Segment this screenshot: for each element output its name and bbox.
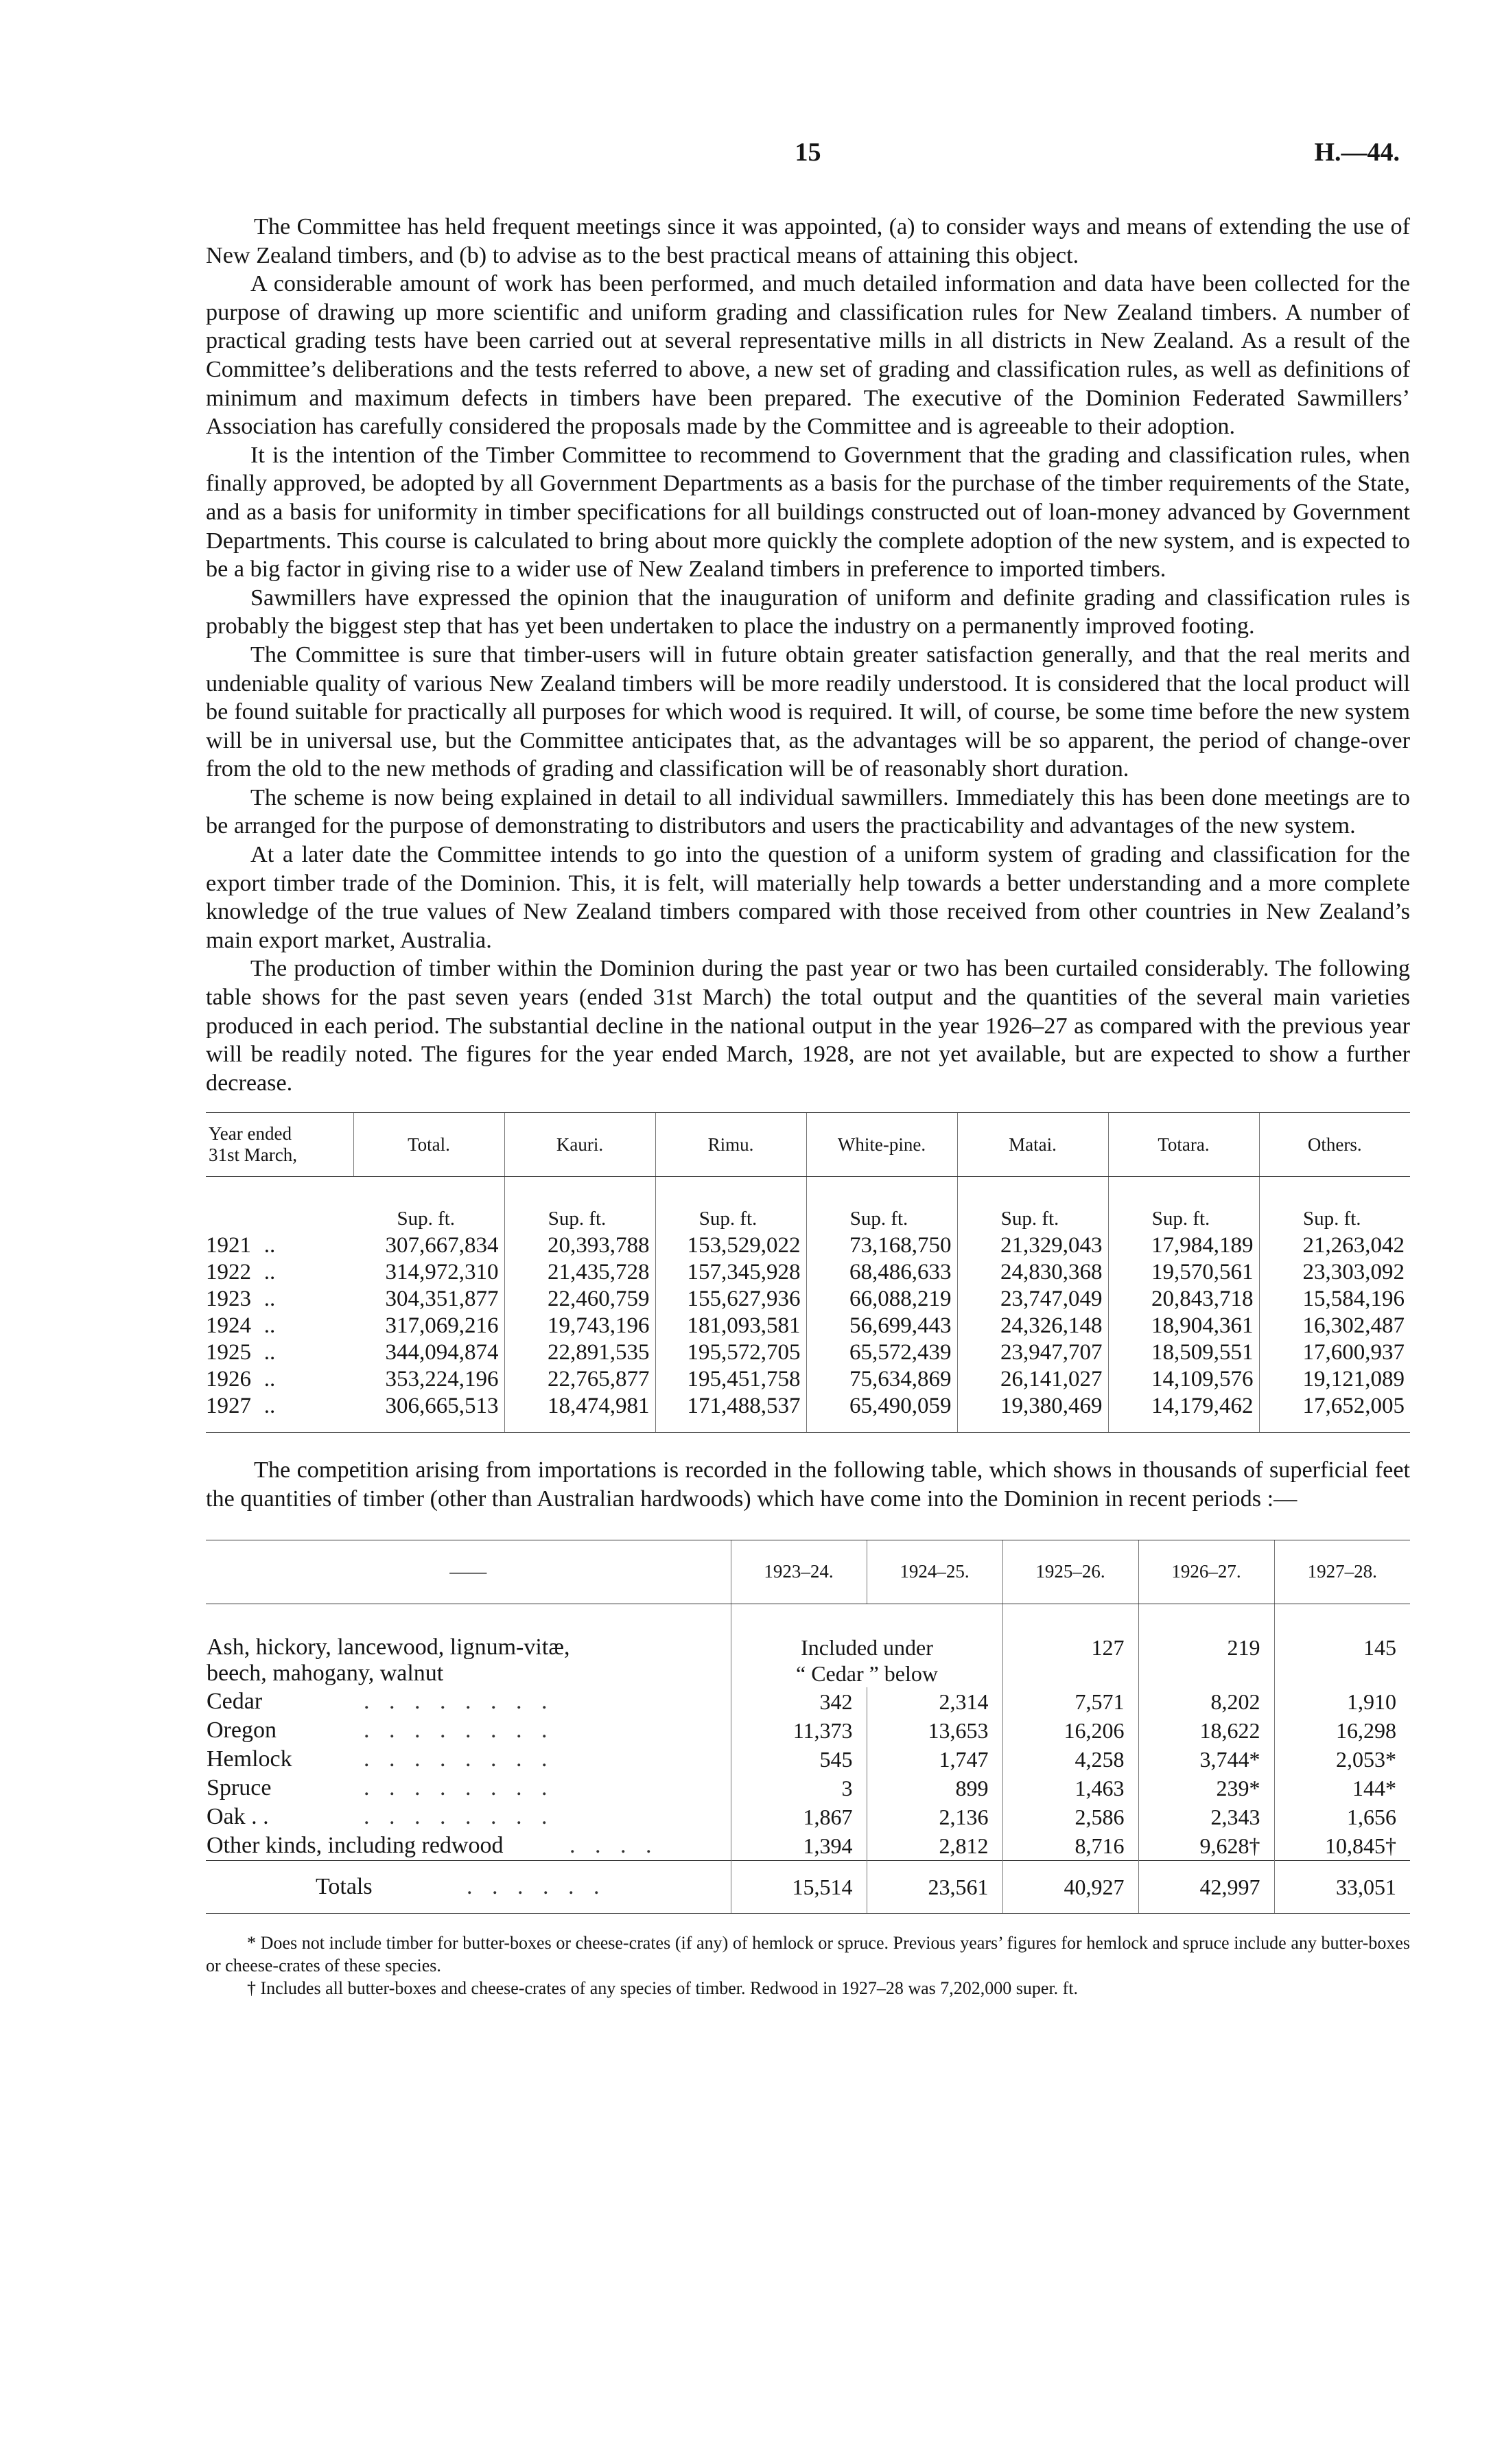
- value-cell: 306,665,513: [353, 1393, 504, 1433]
- totals-label: [206, 1860, 731, 1913]
- leader-dots: ..: [263, 1367, 276, 1392]
- value-cell: 2,586: [1002, 1803, 1138, 1831]
- table-row: [206, 1687, 1410, 1716]
- import-intro: [206, 1456, 1410, 1513]
- unit-label: Sup. ft.: [655, 1177, 806, 1233]
- table-row: [206, 1259, 1410, 1286]
- label-line: Ash, hickory, lancewood, lignum-vitæ,: [207, 1634, 570, 1660]
- unit-label: Sup. ft.: [1108, 1177, 1259, 1233]
- paragraph: The Committee has held frequent meetings since it was appointed, (a) to consider ways and means of extending the use of New Zealand timbers, and (b) to advise as to the best practical means of attaining this object.: [206, 214, 1410, 268]
- value-cell: 219: [1138, 1604, 1274, 1687]
- leader-dots: . . . . . . . .: [364, 1774, 554, 1800]
- timber-imports-table: [206, 1540, 1410, 1914]
- value-cell: 145: [1274, 1604, 1410, 1687]
- value-cell: 7,571: [1002, 1687, 1138, 1716]
- value-cell: 20,393,788: [504, 1232, 655, 1259]
- body-text: [206, 213, 1410, 1097]
- value-cell: 16,298: [1274, 1716, 1410, 1745]
- label-line: beech, mahogany, walnut: [207, 1660, 444, 1686]
- table-header-row: [206, 1113, 1410, 1177]
- value-cell: 1,910: [1274, 1687, 1410, 1716]
- value-cell: 304,351,877: [385, 1287, 499, 1312]
- value-cell: 181,093,581: [655, 1313, 806, 1339]
- unit-label: Sup. ft.: [397, 1208, 456, 1230]
- value-cell: 10,845†: [1274, 1831, 1410, 1861]
- column-header: White-pine.: [806, 1113, 957, 1177]
- document-code: H.—44.: [1314, 138, 1400, 167]
- value-cell: 2,343: [1138, 1803, 1274, 1831]
- leader-dots: . . . . . . . .: [364, 1688, 554, 1714]
- leader-dots: . . . . . .: [467, 1873, 607, 1899]
- note-line: Included under: [801, 1634, 933, 1660]
- value-cell: 21,263,042: [1259, 1232, 1410, 1259]
- footnote: † Includes all butter-boxes and cheese-crates of any species of timber. Redwood in 1927–28 was 7,202,000 super. ft.: [247, 1978, 1079, 1998]
- value-cell: 19,121,089: [1259, 1366, 1410, 1393]
- timber-production-table: [206, 1112, 1410, 1433]
- value-cell: 2,136: [867, 1803, 1002, 1831]
- table-header-row: [206, 1540, 1410, 1604]
- value-cell: 153,529,022: [655, 1232, 806, 1259]
- page-number: 15: [795, 138, 821, 167]
- value-cell: 68,486,633: [806, 1259, 957, 1286]
- column-header: Matai.: [957, 1113, 1108, 1177]
- total-cell: 15,514: [731, 1860, 867, 1913]
- page: [206, 137, 1410, 1999]
- year: 1926: [206, 1367, 251, 1392]
- value-cell: 22,460,759: [504, 1286, 655, 1313]
- table-row: [206, 1774, 1410, 1803]
- column-header: Kauri.: [504, 1113, 655, 1177]
- value-cell: 899: [867, 1774, 1002, 1803]
- value-cell: 2,314: [867, 1687, 1002, 1716]
- value-cell: 65,490,059: [806, 1393, 957, 1433]
- value-cell: 144*: [1274, 1774, 1410, 1803]
- leader-dots: . . . . . . . .: [364, 1717, 554, 1743]
- units-row: [206, 1177, 1410, 1233]
- value-cell: 344,094,874: [385, 1340, 499, 1365]
- table-row: [206, 1232, 1410, 1259]
- paragraph: The competition arising from importations is recorded in the following table, which shows in thousands of superficial feet the quantities of timber (other than Australian hardwoods) which have come into the Dominion in recent periods :—: [206, 1457, 1410, 1512]
- unit-label: Sup. ft.: [806, 1177, 957, 1233]
- leader-dots: ..: [263, 1233, 276, 1258]
- year: 1924: [206, 1313, 251, 1339]
- row-label: [206, 1774, 731, 1803]
- value-cell: 73,168,750: [806, 1232, 957, 1259]
- year: 1922: [206, 1260, 251, 1285]
- table-row: [206, 1803, 1410, 1831]
- paragraph: Sawmillers have expressed the opinion that the inauguration of uniform and definite grading and classification rules is probably the biggest step that has yet been undertaken to place the industry on a permanently improved footing.: [206, 585, 1410, 640]
- column-header: 1923–24.: [731, 1540, 867, 1604]
- note-line: “ Cedar ” below: [795, 1661, 938, 1686]
- value-cell: 75,634,869: [806, 1366, 957, 1393]
- column-header: 1927–28.: [1274, 1540, 1410, 1604]
- unit-label: Sup. ft.: [1259, 1177, 1410, 1233]
- value-cell: 314,972,310: [385, 1260, 499, 1285]
- year-header-line: 31st March,: [209, 1145, 297, 1166]
- value-cell: 26,141,027: [957, 1366, 1108, 1393]
- value-cell: 8,202: [1138, 1687, 1274, 1716]
- value-cell: 195,451,758: [655, 1366, 806, 1393]
- value-cell: 65,572,439: [806, 1339, 957, 1366]
- value-cell: 19,570,561: [1108, 1259, 1259, 1286]
- table-row: [206, 1366, 1410, 1393]
- value-cell: 23,303,092: [1259, 1259, 1410, 1286]
- value-cell: 307,667,834: [385, 1233, 499, 1258]
- value-cell: 317,069,216: [385, 1313, 499, 1339]
- value-cell: 14,109,576: [1108, 1366, 1259, 1393]
- leader-dots: ..: [263, 1260, 276, 1285]
- value-cell: 21,435,728: [504, 1259, 655, 1286]
- value-cell: 4,258: [1002, 1745, 1138, 1774]
- corner-dash: ——: [206, 1540, 731, 1604]
- value-cell: 15,584,196: [1259, 1286, 1410, 1313]
- leader-dots: ..: [263, 1340, 276, 1365]
- value-cell: 16,206: [1002, 1716, 1138, 1745]
- row-label: [206, 1831, 731, 1861]
- value-cell: 1,747: [867, 1745, 1002, 1774]
- value-cell: 239*: [1138, 1774, 1274, 1803]
- table-row: [206, 1745, 1410, 1774]
- value-cell: 18,622: [1138, 1716, 1274, 1745]
- leader-dots: ..: [263, 1394, 276, 1419]
- label-text: Spruce: [207, 1774, 272, 1800]
- year: 1921: [206, 1233, 251, 1258]
- label-text: Oregon: [207, 1717, 277, 1743]
- value-cell: 18,509,551: [1108, 1339, 1259, 1366]
- value-cell: 22,765,877: [504, 1366, 655, 1393]
- paragraph: The Committee is sure that timber-users will in future obtain greater satisfaction generally, and that the real merits and undeniable quality of various New Zealand timbers will be more readily understood. It is considered that the local product will be found suitable for practically all purposes for which wood is required. It will, of course, be some time before the new system will be in universal use, but the Committee anticipates that, as the advantages will be so apparent, the period of change-over from the old to the new methods of grading and classification will be of reasonably short duration.: [206, 642, 1410, 782]
- table-row: [206, 1604, 1410, 1687]
- row-label: [206, 1745, 731, 1774]
- row-label: [206, 1687, 731, 1716]
- value-cell: 17,984,189: [1108, 1232, 1259, 1259]
- value-cell: 20,843,718: [1108, 1286, 1259, 1313]
- leader-dots: . . . . . . . .: [364, 1803, 554, 1829]
- value-cell: 1,394: [731, 1831, 867, 1861]
- label-text: Hemlock: [207, 1746, 292, 1772]
- total-cell: 33,051: [1274, 1860, 1410, 1913]
- table-row: [206, 1313, 1410, 1339]
- total-cell: 40,927: [1002, 1860, 1138, 1913]
- total-cell: 42,997: [1138, 1860, 1274, 1913]
- included-note: [731, 1604, 1002, 1687]
- year-cell: [206, 1339, 353, 1366]
- value-cell: 18,474,981: [504, 1393, 655, 1433]
- leader-dots: . . . .: [570, 1832, 659, 1858]
- table-row: [206, 1393, 1410, 1433]
- year: 1925: [206, 1340, 251, 1365]
- value-cell: 353,224,196: [385, 1367, 499, 1392]
- column-header: Others.: [1259, 1113, 1410, 1177]
- value-cell: 157,345,928: [655, 1259, 806, 1286]
- value-cell: 13,653: [867, 1716, 1002, 1745]
- year: 1927: [206, 1394, 251, 1419]
- paragraph: A considerable amount of work has been performed, and much detailed information and data have been collected for the purpose of drawing up more scientific and uniform grading and classification rules for New Zealand timbers. A number of practical grading tests have been carried out at several representative mills in all districts in New Zealand. As a result of the Committee’s deliberations and the tests referred to above, a new set of grading and classification rules, as well as definitions of minimum and maximum defects in timbers have been prepared. The executive of the Dominion Federated Sawmillers’ Association has carefully considered the proposals made by the Committee and is agreeable to their adoption.: [206, 271, 1410, 440]
- label-text: Totals: [316, 1873, 373, 1899]
- footnotes: [206, 1932, 1410, 1999]
- year-cell: [206, 1286, 353, 1313]
- column-header: 1926–27.: [1138, 1540, 1274, 1604]
- value-cell: 56,699,443: [806, 1313, 957, 1339]
- value-cell: 22,891,535: [504, 1339, 655, 1366]
- unit-label: Sup. ft.: [504, 1177, 655, 1233]
- year-cell: [206, 1313, 353, 1339]
- value-cell: 171,488,537: [655, 1393, 806, 1433]
- year-cell: [206, 1393, 353, 1433]
- totals-row: [206, 1860, 1410, 1913]
- table-row: [206, 1286, 1410, 1313]
- value-cell: 19,743,196: [504, 1313, 655, 1339]
- column-header: Rimu.: [655, 1113, 806, 1177]
- column-header: 1925–26.: [1002, 1540, 1138, 1604]
- value-cell: 19,380,469: [957, 1393, 1108, 1433]
- leader-dots: ..: [263, 1287, 276, 1312]
- table-row: [206, 1831, 1410, 1861]
- value-cell: 24,326,148: [957, 1313, 1108, 1339]
- year: 1923: [206, 1287, 251, 1312]
- label-text: Oak . .: [207, 1803, 269, 1829]
- value-cell: 155,627,936: [655, 1286, 806, 1313]
- value-cell: 17,652,005: [1259, 1393, 1410, 1433]
- year-cell: [206, 1366, 353, 1393]
- value-cell: 1,867: [731, 1803, 867, 1831]
- value-cell: 23,747,049: [957, 1286, 1108, 1313]
- paragraph: The production of timber within the Dominion during the past year or two has been curtailed considerably. The following table shows for the past seven years (ended 31st March) the total output and the quantities of the several main varieties produced in each period. The substantial decline in the national output in the year 1926–27 as compared with the previous year will be readily noted. The figures for the year ended March, 1928, are not yet available, but are expected to show a further decrease.: [206, 956, 1410, 1096]
- value-cell: 21,329,043: [957, 1232, 1108, 1259]
- value-cell: 127: [1002, 1604, 1138, 1687]
- value-cell: 17,600,937: [1259, 1339, 1410, 1366]
- value-cell: 11,373: [731, 1716, 867, 1745]
- table-row: [206, 1339, 1410, 1366]
- row-label: [206, 1716, 731, 1745]
- paragraph: The scheme is now being explained in detail to all individual sawmillers. Immediately this has been done meetings are to be arranged for the purpose of demonstrating to distributors and users the practicability and advantages of the new system.: [206, 784, 1410, 839]
- unit-label: Sup. ft.: [957, 1177, 1108, 1233]
- label-text: Cedar: [207, 1688, 263, 1714]
- value-cell: 9,628†: [1138, 1831, 1274, 1861]
- value-cell: 16,302,487: [1259, 1313, 1410, 1339]
- label-text: Other kinds, including redwood: [207, 1832, 504, 1858]
- page-header: [206, 137, 1410, 178]
- year-header-line: Year ended: [209, 1123, 292, 1145]
- value-cell: 24,830,368: [957, 1259, 1108, 1286]
- column-header: 1924–25.: [867, 1540, 1002, 1604]
- year-column-header: [206, 1113, 353, 1177]
- value-cell: 1,463: [1002, 1774, 1138, 1803]
- value-cell: 3: [731, 1774, 867, 1803]
- value-cell: 2,812: [867, 1831, 1002, 1861]
- year-cell: [206, 1232, 353, 1259]
- footnote: * Does not include timber for butter-boxes or cheese-crates (if any) of hemlock or spruce. Previous years’ figures for hemlock and spruce include any butter-boxes or cheese-crates of these species.: [206, 1932, 1410, 1975]
- leader-dots: ..: [263, 1313, 276, 1339]
- column-header: Totara.: [1108, 1113, 1259, 1177]
- value-cell: 195,572,705: [655, 1339, 806, 1366]
- paragraph: At a later date the Committee intends to go into the question of a uniform system of grading and classification for the export timber trade of the Dominion. This, it is felt, will materially help towards a better understanding and a more complete knowledge of the true values of New Zealand timbers compared with those received from other countries in New Zealand’s main export market, Australia.: [206, 842, 1410, 953]
- value-cell: 66,088,219: [806, 1286, 957, 1313]
- column-header: Total.: [353, 1113, 504, 1177]
- value-cell: 18,904,361: [1108, 1313, 1259, 1339]
- value-cell: 3,744*: [1138, 1745, 1274, 1774]
- row-label: [206, 1604, 731, 1687]
- paragraph: It is the intention of the Timber Committee to recommend to Government that the grading and classification rules, when finally approved, be adopted by all Government Departments as a basis for the purchase of the timber requirements of the State, and as a basis for uniformity in timber specifications for all buildings constructed out of loan-money advanced by Government Departments. This course is calculated to bring about more quickly the complete adoption of the new system, and is expected to be a big factor in giving rise to a wider use of New Zealand timbers in preference to imported timbers.: [206, 442, 1410, 583]
- value-cell: 8,716: [1002, 1831, 1138, 1861]
- total-cell: 23,561: [867, 1860, 1002, 1913]
- value-cell: 342: [731, 1687, 867, 1716]
- year-cell: [206, 1259, 353, 1286]
- row-label: [206, 1803, 731, 1831]
- value-cell: 2,053*: [1274, 1745, 1410, 1774]
- leader-dots: . . . . . . . .: [364, 1746, 554, 1772]
- value-cell: 545: [731, 1745, 867, 1774]
- value-cell: 23,947,707: [957, 1339, 1108, 1366]
- table-row: [206, 1716, 1410, 1745]
- value-cell: 1,656: [1274, 1803, 1410, 1831]
- value-cell: 14,179,462: [1108, 1393, 1259, 1433]
